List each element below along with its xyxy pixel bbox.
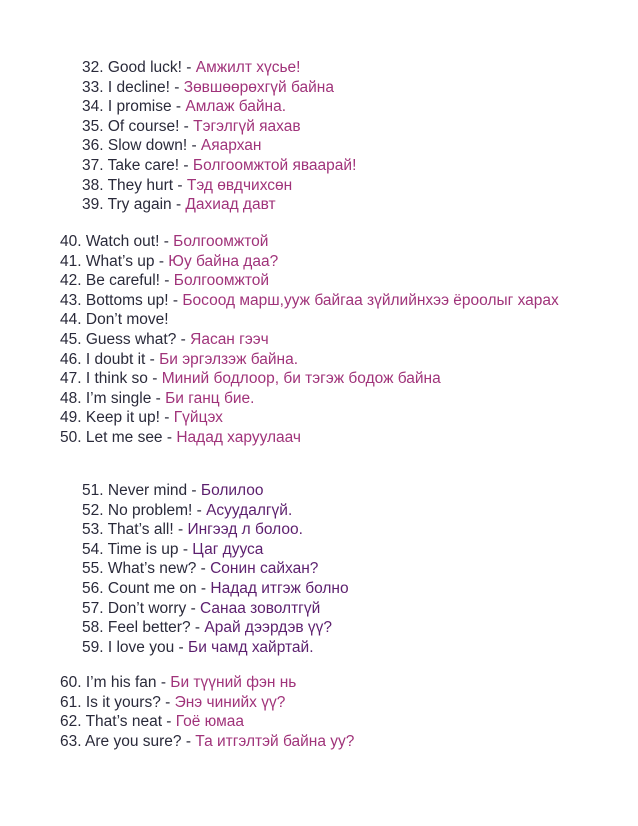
phrase-line bbox=[0, 310, 638, 330]
phrase-number: 61. bbox=[60, 693, 82, 711]
phrase-line bbox=[0, 156, 638, 176]
phrase-line bbox=[0, 428, 638, 448]
phrase-line bbox=[0, 481, 638, 501]
mongolian-translation: Амжилт хүсье! bbox=[195, 59, 301, 76]
separator-dash: - bbox=[181, 732, 196, 750]
phrase-number: 62. bbox=[60, 713, 82, 731]
separator-dash: - bbox=[168, 291, 183, 309]
separator-dash: - bbox=[179, 156, 193, 174]
phrase-line bbox=[0, 271, 638, 291]
phrase-line bbox=[0, 176, 638, 196]
english-phrase: Count me on bbox=[107, 579, 197, 597]
mongolian-translation: Тэгэлгүй яахав bbox=[193, 117, 301, 135]
phrase-number: 55. bbox=[82, 560, 104, 578]
phrase-number: 38. bbox=[82, 176, 104, 194]
english-phrase: What’s new? bbox=[107, 560, 197, 578]
phrase-line bbox=[0, 693, 638, 713]
mongolian-translation: Надад итгэж болно bbox=[210, 579, 349, 597]
separator-dash: - bbox=[160, 693, 175, 711]
english-phrase: I think so bbox=[85, 370, 148, 388]
separator-dash: - bbox=[181, 59, 196, 76]
phrase-number: 35. bbox=[82, 117, 104, 135]
mongolian-translation: Цаг дууса bbox=[192, 540, 264, 558]
phrase-line bbox=[0, 117, 638, 137]
english-phrase: I’m single bbox=[85, 389, 152, 407]
mongolian-translation: Гүйцэх bbox=[173, 409, 223, 427]
phrase-number: 34. bbox=[82, 98, 104, 116]
english-phrase: Is it yours? bbox=[85, 693, 161, 711]
mongolian-translation: Болгоомжтой яваарай! bbox=[192, 156, 357, 174]
separator-dash: - bbox=[178, 540, 193, 558]
mongolian-translation: Юу байна даа? bbox=[168, 252, 279, 270]
phrase-group-60-63 bbox=[0, 673, 638, 751]
mongolian-translation: Болгоомжтой bbox=[173, 233, 269, 250]
english-phrase: Of course! bbox=[107, 117, 180, 135]
phrase-number: 41. bbox=[60, 252, 82, 270]
english-phrase: I decline! bbox=[107, 78, 170, 96]
mongolian-translation: Асуудалгүй. bbox=[206, 501, 293, 519]
separator-dash: - bbox=[159, 233, 174, 250]
phrase-number: 49. bbox=[60, 409, 82, 427]
mongolian-translation: Би эргэлзэж байна. bbox=[159, 350, 299, 368]
phrase-number: 39. bbox=[82, 196, 104, 214]
phrase-line bbox=[0, 618, 638, 638]
english-phrase: I’m his fan bbox=[85, 674, 157, 691]
phrase-number: 51. bbox=[82, 482, 104, 499]
phrase-number: 42. bbox=[60, 272, 82, 290]
english-phrase: No problem! bbox=[107, 501, 193, 519]
separator-dash: - bbox=[174, 638, 189, 656]
phrase-line bbox=[0, 638, 638, 658]
phrase-line bbox=[0, 732, 638, 752]
english-phrase: Don’t move! bbox=[85, 311, 169, 329]
separator-dash: - bbox=[173, 176, 187, 194]
phrase-group-32-39 bbox=[0, 58, 638, 215]
phrase-line bbox=[0, 579, 638, 599]
mongolian-translation: Болгоомжтой bbox=[173, 272, 270, 290]
english-phrase: Take care! bbox=[107, 156, 180, 174]
phrase-number: 43. bbox=[60, 291, 82, 309]
phrase-line bbox=[0, 408, 638, 428]
mongolian-translation: Аяархан bbox=[200, 137, 262, 155]
phrase-number: 46. bbox=[60, 350, 82, 368]
phrase-number: 44. bbox=[60, 311, 82, 329]
separator-dash: - bbox=[145, 350, 160, 368]
phrase-line bbox=[0, 97, 638, 117]
mongolian-translation: Зөвшөөрөхгүй байна bbox=[183, 78, 334, 96]
mongolian-translation: Би түүний фэн нь bbox=[170, 674, 297, 691]
separator-dash: - bbox=[154, 252, 169, 270]
separator-dash: - bbox=[162, 428, 177, 446]
separator-dash: - bbox=[159, 409, 174, 427]
phrase-number: 57. bbox=[82, 599, 104, 617]
english-phrase: Keep it up! bbox=[85, 409, 160, 427]
phrase-number: 48. bbox=[60, 389, 82, 407]
phrase-number: 60. bbox=[60, 674, 82, 691]
phrase-line bbox=[0, 252, 638, 272]
separator-dash: - bbox=[187, 482, 201, 499]
phrase-number: 36. bbox=[82, 137, 104, 155]
phrase-line bbox=[0, 195, 638, 215]
mongolian-translation: Би ганц бие. bbox=[165, 389, 255, 407]
separator-dash: - bbox=[159, 272, 174, 290]
separator-dash: - bbox=[156, 674, 171, 691]
separator-dash: - bbox=[169, 78, 184, 96]
english-phrase: That’s all! bbox=[107, 521, 174, 539]
mongolian-translation: Ингээд л болоо. bbox=[187, 521, 303, 539]
phrase-line bbox=[0, 58, 638, 78]
phrase-line bbox=[0, 291, 580, 311]
phrase-line bbox=[0, 232, 638, 252]
phrase-number: 33. bbox=[82, 78, 104, 96]
mongolian-translation: Сонин сайхан? bbox=[210, 560, 319, 578]
mongolian-translation: Миний бодлоор, би тэгэж бодож байна bbox=[161, 370, 441, 388]
separator-dash: - bbox=[196, 560, 211, 578]
phrase-line bbox=[0, 673, 638, 693]
phrase-line bbox=[0, 369, 638, 389]
english-phrase: I love you bbox=[107, 638, 175, 656]
separator-dash: - bbox=[186, 599, 201, 617]
english-phrase: Don’t worry bbox=[107, 599, 187, 617]
phrase-number: 47. bbox=[60, 370, 82, 388]
mongolian-translation: Гоё юмаа bbox=[175, 713, 245, 731]
mongolian-translation: Яасан гээч bbox=[190, 330, 269, 348]
english-phrase: Time is up bbox=[107, 540, 179, 558]
english-phrase: Be careful! bbox=[85, 272, 160, 290]
english-phrase: That’s neat bbox=[85, 713, 162, 731]
phrase-line bbox=[0, 389, 638, 409]
separator-dash: - bbox=[171, 196, 186, 214]
phrase-number: 56. bbox=[82, 579, 104, 597]
mongolian-translation: Энэ чинийх үү? bbox=[174, 693, 286, 711]
phrase-number: 59. bbox=[82, 638, 104, 656]
mongolian-translation: Болилоо bbox=[200, 482, 264, 499]
mongolian-translation: Би чамд хайртай. bbox=[188, 638, 314, 656]
separator-dash: - bbox=[162, 713, 176, 731]
mongolian-translation: Босоод марш,ууж байгаа зүйлийнхээ ёроолыг харах bbox=[182, 291, 559, 309]
separator-dash: - bbox=[196, 579, 211, 597]
separator-dash: - bbox=[187, 137, 201, 155]
separator-dash: - bbox=[190, 619, 205, 637]
separator-dash: - bbox=[147, 370, 162, 388]
phrase-number: 53. bbox=[82, 521, 104, 539]
mongolian-translation: Та итгэлтэй байна уу? bbox=[195, 732, 355, 750]
english-phrase: Slow down! bbox=[107, 137, 188, 155]
phrase-line bbox=[0, 350, 638, 370]
separator-dash: - bbox=[171, 98, 186, 116]
english-phrase: What’s up bbox=[85, 252, 155, 270]
phrase-number: 45. bbox=[60, 330, 82, 348]
mongolian-translation: Тэд өвдчихсөн bbox=[186, 176, 293, 194]
english-phrase: I promise bbox=[107, 98, 172, 116]
phrase-line bbox=[0, 712, 638, 732]
phrase-number: 58. bbox=[82, 619, 104, 637]
separator-dash: - bbox=[179, 117, 194, 135]
phrase-line bbox=[0, 501, 638, 521]
phrase-number: 32. bbox=[82, 59, 104, 76]
mongolian-translation: Дахиад давт bbox=[185, 196, 276, 214]
separator-dash: - bbox=[173, 521, 188, 539]
phrase-number: 54. bbox=[82, 540, 104, 558]
phrase-number: 40. bbox=[60, 233, 82, 250]
mongolian-translation: Арай дээрдэв үү? bbox=[204, 619, 333, 637]
phrase-number: 37. bbox=[82, 156, 104, 174]
mongolian-translation: Санаа зоволтгүй bbox=[200, 599, 321, 617]
phrase-group-40-50 bbox=[0, 232, 638, 448]
english-phrase: Bottoms up! bbox=[85, 291, 169, 309]
phrase-number: 50. bbox=[60, 428, 82, 446]
phrase-line bbox=[0, 78, 638, 98]
separator-dash: - bbox=[151, 389, 166, 407]
phrase-line bbox=[0, 559, 638, 579]
phrase-line bbox=[0, 599, 638, 619]
mongolian-translation: Амлаж байна. bbox=[185, 98, 287, 116]
english-phrase: Good luck! bbox=[107, 59, 182, 76]
english-phrase: Guess what? bbox=[85, 330, 177, 348]
english-phrase: They hurt bbox=[107, 176, 174, 194]
phrase-line bbox=[0, 330, 638, 350]
english-phrase: Never mind bbox=[107, 482, 188, 499]
separator-dash: - bbox=[192, 501, 207, 519]
mongolian-translation: Надад харуулаач bbox=[176, 428, 301, 446]
phrase-number: 63. bbox=[60, 732, 82, 750]
phrase-line bbox=[0, 136, 638, 156]
separator-dash: - bbox=[176, 330, 191, 348]
phrase-line bbox=[0, 520, 638, 540]
english-phrase: Are you sure? bbox=[85, 732, 182, 750]
english-phrase: Watch out! bbox=[85, 233, 160, 250]
phrase-line bbox=[0, 540, 638, 560]
phrase-number: 52. bbox=[82, 501, 104, 519]
english-phrase: Try again bbox=[107, 196, 172, 214]
english-phrase: I doubt it bbox=[85, 350, 146, 368]
english-phrase: Let me see bbox=[85, 428, 163, 446]
phrase-group-51-59 bbox=[0, 481, 638, 657]
english-phrase: Feel better? bbox=[107, 619, 191, 637]
